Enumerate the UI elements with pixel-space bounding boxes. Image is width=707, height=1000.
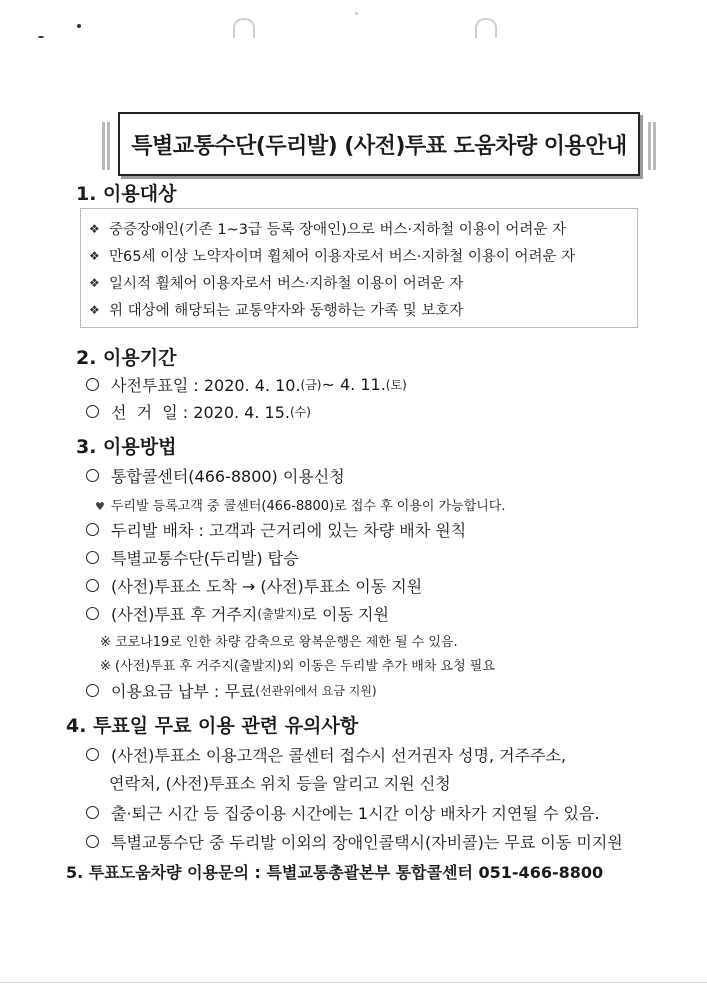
contact-info: 5. 투표도움차량 이용문의 : 특별교통총괄본부 통합콜센터 051-466-8800	[66, 863, 604, 882]
method-item: 통합콜센터(466-8800) 이용신청	[86, 464, 345, 487]
diamond-bullet-icon: ❖	[89, 248, 100, 263]
list-item: ❖ 중증장애인(기존 1~3급 등록 장애인)으로 버스·지하철 이용이 어려운 자	[89, 221, 566, 238]
circle-bullet-icon	[86, 378, 99, 391]
method-note: ※ 코로나19로 인한 차량 감축으로 왕복운행은 제한 될 수 있음.	[100, 635, 458, 650]
period-early-vote: 사전투표일 : 2020. 4. 10. (금) ~ 4. 11. (토)	[86, 373, 407, 396]
section-heading-notice: 4. 투표일 무료 이용 관련 유의사항	[66, 715, 359, 737]
period-election-day: 선 거 일 : 2020. 4. 15. (수)	[86, 400, 311, 423]
scan-dot	[355, 12, 358, 15]
circle-bullet-icon	[86, 684, 99, 697]
scan-dot	[77, 24, 81, 28]
section-heading-period: 2. 이용기간	[76, 347, 177, 369]
section-heading-method: 3. 이용방법	[76, 436, 177, 458]
title-decoration-right	[648, 122, 658, 170]
method-note: ※ (사전)투표 후 거주지(출발지)외 이동은 두리발 추가 배차 요청 필요	[100, 659, 495, 674]
circle-bullet-icon	[86, 748, 99, 761]
circle-bullet-icon	[86, 405, 99, 418]
method-item: (사전)투표 후 거주지 (출발지) 로 이동 지원	[86, 602, 389, 625]
method-item: (사전)투표소 도착 → (사전)투표소 이동 지원	[86, 574, 422, 597]
title-decoration-left	[102, 122, 112, 170]
method-item: 특별교통수단(두리발) 탑승	[86, 546, 299, 569]
notice-item: (사전)투표소 이용고객은 콜센터 접수시 선거권자 성명, 거주주소,	[86, 743, 566, 766]
section-heading-target: 1. 이용대상	[76, 183, 177, 205]
notice-item: 출·퇴근 시간 등 집중이용 시간에는 1시간 이상 배차가 지연될 수 있음.	[86, 801, 600, 824]
circle-bullet-icon	[86, 806, 99, 819]
circle-bullet-icon	[86, 469, 99, 482]
punch-hole-mark	[233, 18, 255, 38]
circle-bullet-icon	[86, 835, 99, 848]
list-item: ❖ 일시적 휠체어 이용자로서 버스·지하철 이용이 어려운 자	[89, 275, 464, 292]
scan-edge-line	[0, 982, 707, 983]
document-title: 특별교통수단(두리발) (사전)투표 도움차량 이용안내	[118, 112, 640, 176]
notice-item-continuation: 연락처, (사전)투표소 위치 등을 알리고 지원 신청	[109, 774, 451, 793]
circle-bullet-icon	[86, 607, 99, 620]
method-item: 이용요금 납부 : 무료 (선관위에서 요금 지원)	[86, 679, 377, 702]
heart-bullet-icon: ♥	[95, 500, 105, 513]
notice-item: 특별교통수단 중 두리발 이외의 장애인콜택시(자비콜)는 무료 이동 미지원	[86, 830, 623, 853]
circle-bullet-icon	[86, 551, 99, 564]
circle-bullet-icon	[86, 523, 99, 536]
target-list-box	[80, 208, 638, 328]
diamond-bullet-icon: ❖	[89, 221, 100, 236]
punch-hole-mark	[475, 18, 497, 38]
method-note: ♥ 두리발 등록고객 중 콜센터(466-8800)로 접수 후 이용이 가능합니다.	[95, 499, 506, 514]
diamond-bullet-icon: ❖	[89, 275, 100, 290]
scan-dot	[38, 36, 44, 38]
diamond-bullet-icon: ❖	[89, 302, 100, 317]
list-item: ❖ 위 대상에 해당되는 교통약자와 동행하는 가족 및 보호자	[89, 302, 464, 319]
list-item: ❖ 만65세 이상 노약자이며 휠체어 이용자로서 버스·지하철 이용이 어려운 자	[89, 248, 576, 265]
circle-bullet-icon	[86, 579, 99, 592]
method-item: 두리발 배차 : 고객과 근거리에 있는 차량 배차 원칙	[86, 518, 466, 541]
